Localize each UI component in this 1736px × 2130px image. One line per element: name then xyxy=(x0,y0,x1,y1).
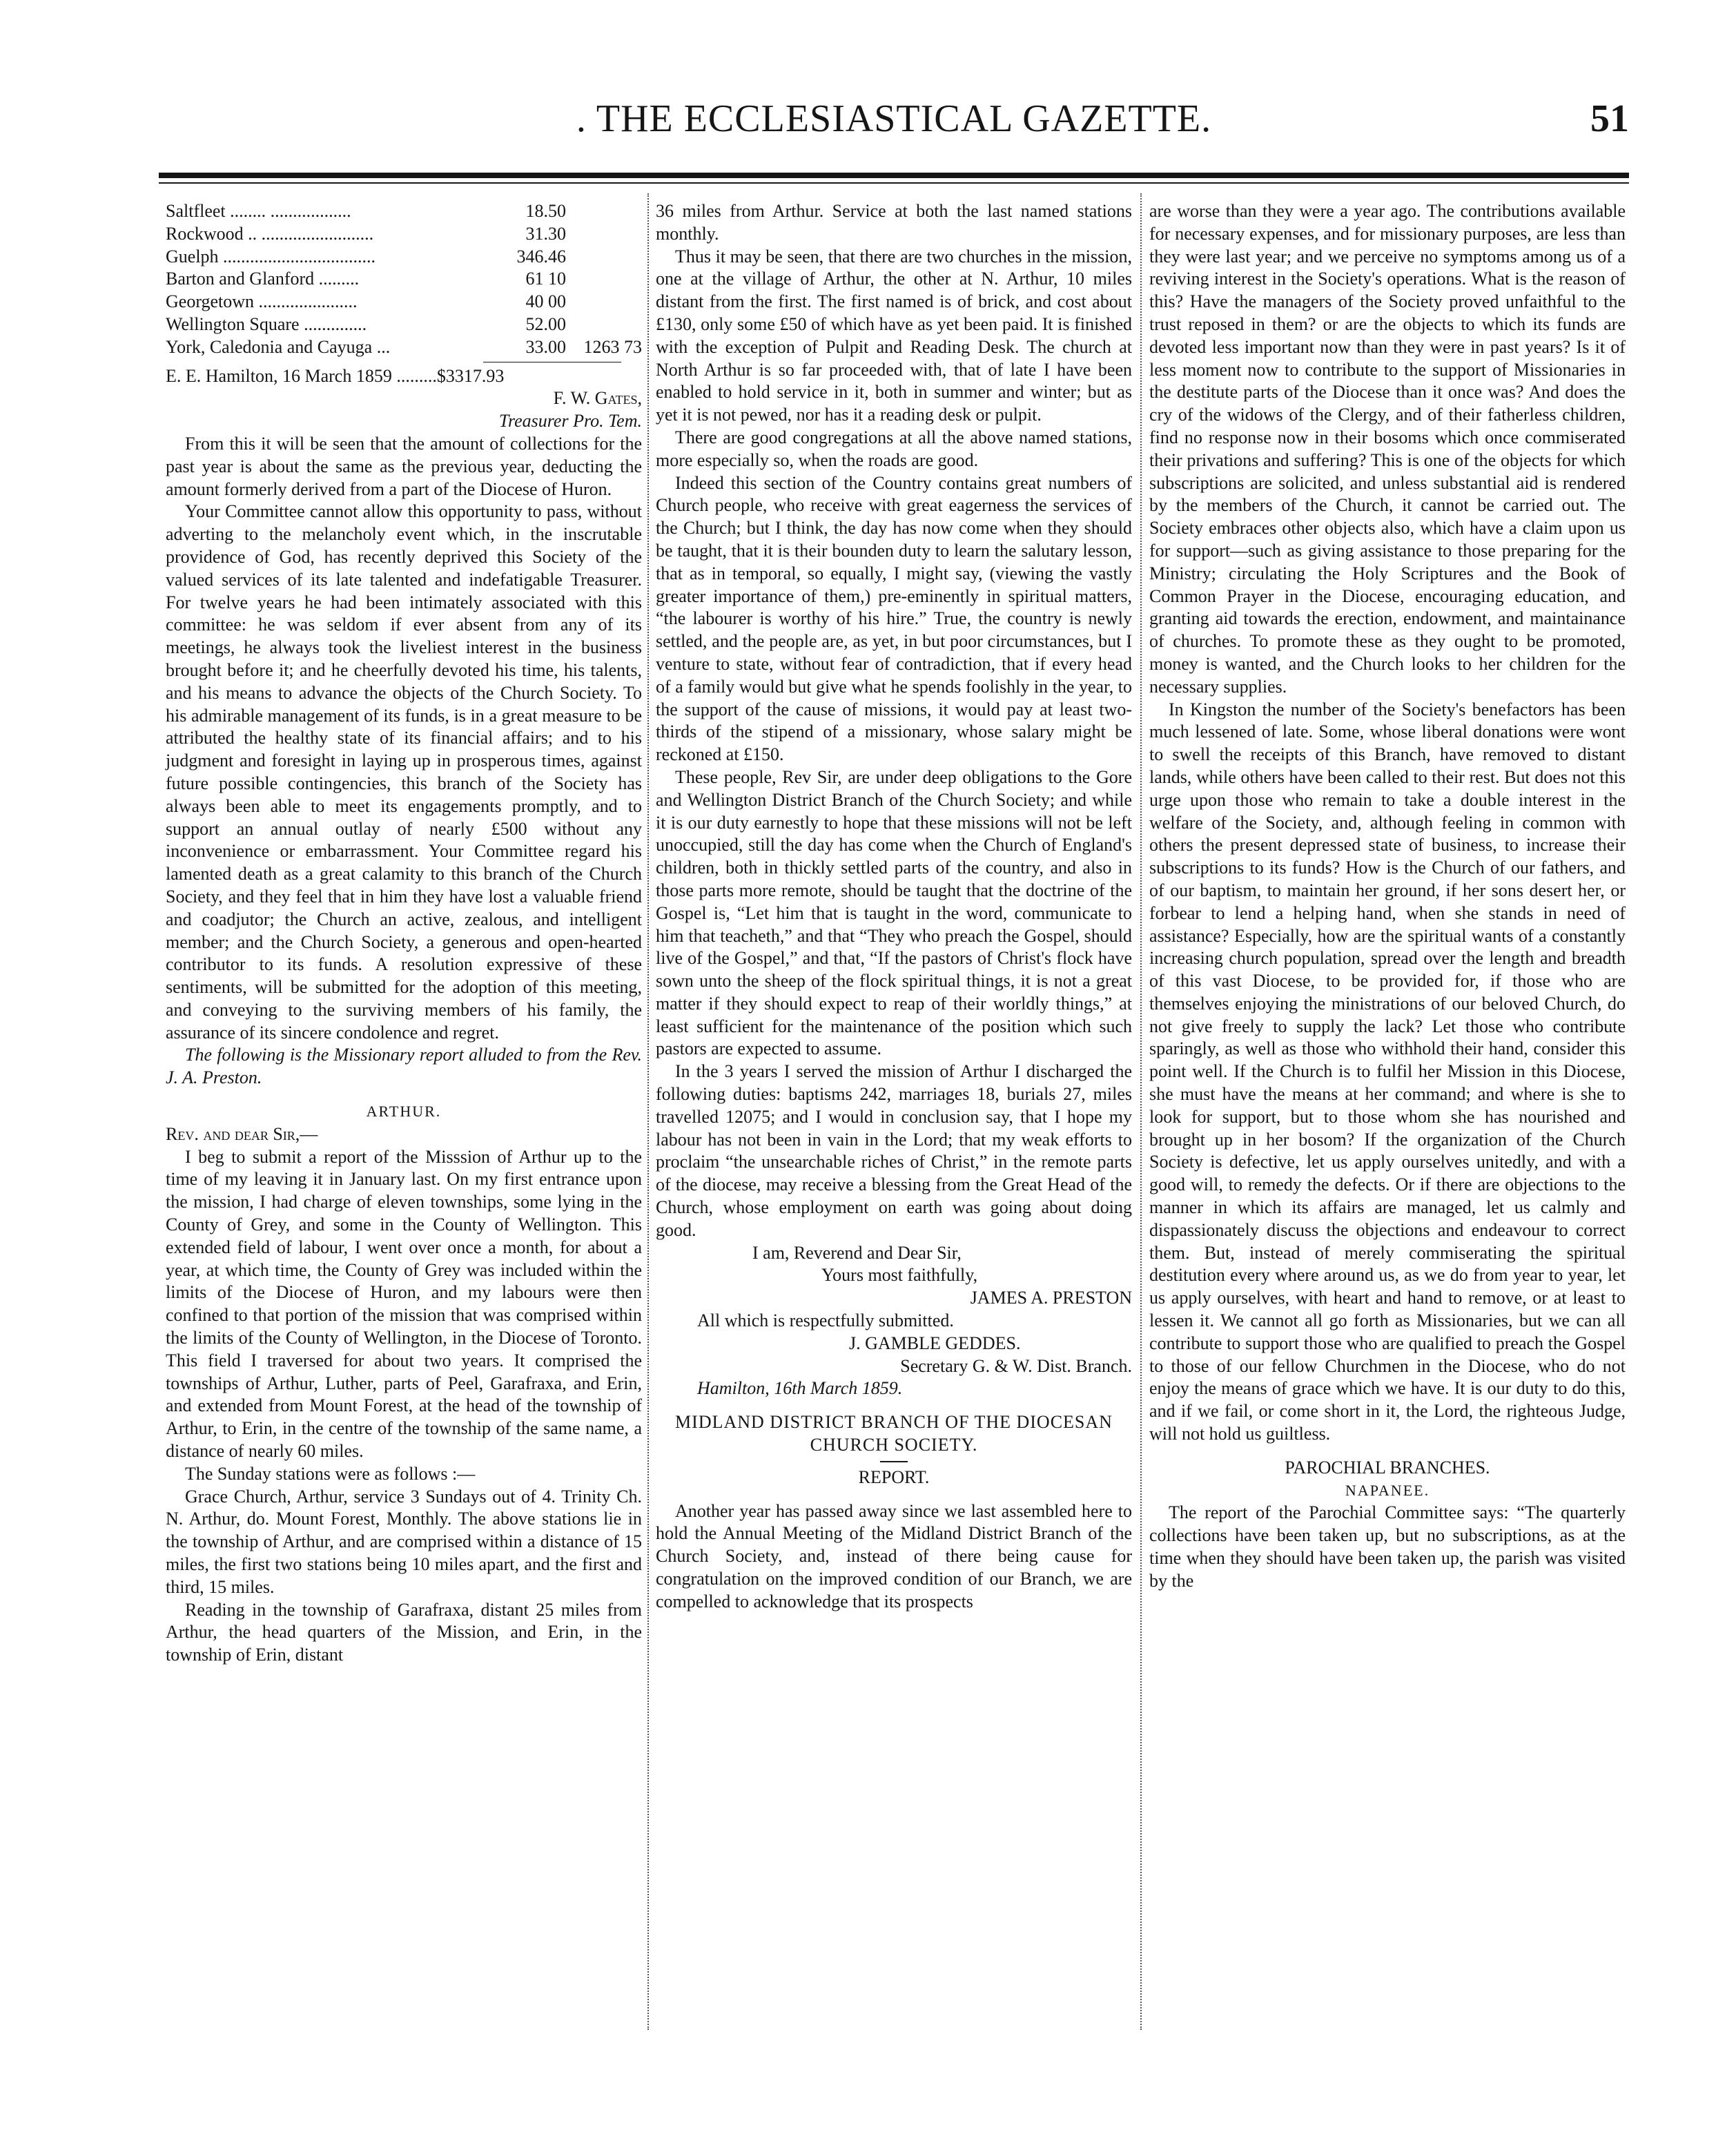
paragraph: Thus it may be seen, that there are two churches in the mission, one at the village of Arthur, the other at N. Arthur, 10 miles distant from the first. The first named is of brick, and cost about £130, only some £50 of which have as yet been paid. It is finished with the exception of Pulpit and Reading Desk. The church at North Arthur is so far proceeded with, that of late I have been enabled to hold service in it, both in summer and winter; but as yet it is not pewed, nor has it a reading desk or pulpit. xyxy=(656,246,1132,425)
page-header xyxy=(159,97,1629,159)
closing-line: I am, Reverend and Dear Sir, xyxy=(752,1242,962,1263)
section-heading: PAROCHIAL BRANCHES. xyxy=(1285,1457,1490,1478)
section-heading: ARTHUR. xyxy=(366,1103,442,1121)
divider xyxy=(880,1461,908,1462)
section-heading: REPORT. xyxy=(858,1466,930,1487)
paragraph: From this it will be seen that the amount of collections for the past year is about the same as the previous year, deducting the amount formerly derived from a part of the Diocese of Huron. xyxy=(166,433,642,499)
column-left xyxy=(166,200,642,1667)
paragraph: are worse than they were a year ago. The contributions available for necessary expenses, and for missionary purposes, are less than they were last year; and we perceive no symptoms among us of a reviving interest in the Society's operations. What is the reason of this? Have the managers of the Society proved unfaithful to the trust reposed in them? or are the objects to which its funds are devoted less important now than they were in past years? Is it of less moment now to contribute to the support of Missionaries in the destitute parts of the Diocese than it once was? And does the cry of the widows of the Clergy, and of their fatherless children, find no response now in their bosoms which once commiserated their privations and suffering? This is one of the objects for which subscriptions are solicited, and unless substantial aid is rendered by the members of the Church, it cannot be carried out. The Society embraces other objects also, which have a claim upon us for support—such as giving assistance to those preparing for the Ministry; circulating the Holy Scriptures and the Book of Common Prayer in the Diocese, encouraging education, and granting aid towards the erection, endowment, and maintainance of churches. To promote these as they ought to be promoted, money is wanted, and the Church looks to her children for the necessary supplies. xyxy=(1149,201,1626,697)
account-row: Wellington Square .............. 52.00 xyxy=(166,313,566,334)
paragraph: In Kingston the number of the Society's benefactors has been much lessened of late. Some, whose liberal donations were wont to swell the receipts of this Branch, have removed to distant lands, while others have been called to their rest. But does not this urge upon those who remain to take a double interest in the welfare of the Society, and, although feeling in common with others the present depressed state of business, to increase their subscriptions to its funds? How is the Church of our fathers, and of our baptism, to maintain her ground, if her sons desert her, or forbear to lend a helping hand, when she stands in need of assistance? Especially, how are the spiritual wants of a constantly increasing church population, spread over the length and breadth of this vast Diocese, to be provided for, if those who are themselves enjoying the ministrations of our beloved Church, do not give freely to supply the lack? Let those who contribute sparingly, as well as those who withhold their hand, consider this point well. If the Church is to fulfil her Mission in this Diocese, she must have the means at her command; and where is she to look for support, but to those whom she has nourished and brought up in her bosom? If the organization of the Church Society is defective, let us apply ourselves unitedly, and with a good will, to remedy the defects. Or if there are objections to the manner in which its affairs are managed, let us calmly and dispassionately discuss the objections and endeavour to correct them. But, instead of merely commiserating the spiritual destitution every where around us, as we do from year to year, let us apply ourselves, with heart and hand to remove, or at least to lessen it. We cannot all go forth as Missionaries, but we can all contribute to support those who are qualified to preach the Gospel to those of our fellow Churchmen in the Diocese, who do not enjoy the means of grace which we have. It is our duty to do this, and if we fail, or come short in it, the Lord, the righteous Judge, will not hold us guiltless. xyxy=(1149,699,1626,1444)
section-heading: MIDLAND DISTRICT BRANCH OF THE DIOCESAN CHURCH SOCIETY. xyxy=(675,1412,1113,1455)
column-middle xyxy=(656,200,1132,1614)
signature-preston: JAMES A. PRESTON xyxy=(970,1288,1132,1308)
account-row: York, Caledonia and Cayuga ... 33.00 1263 73 xyxy=(166,336,642,357)
paragraph: Another year has passed away since we last assembled here to hold the Annual Meeting of the Midland District Branch of the Church Society, and, instead of there being cause for congratulation on the improved condition of our Branch, we are compelled to acknowledge that its prospects xyxy=(656,1500,1132,1611)
paragraph: Your Committee cannot allow this opportunity to pass, without adverting to the melancholy event which, in the inscrutable providence of God, has recently deprived this Society of the valued services of its late talented and indefatigable Treasurer. For twelve years he had been intimately associated with this committee: he was seldom if ever absent from any of its meetings, he always took the liveliest interest in the business brought before it; and he cheerfully devoted his time, his talents, and his means to advance the objects of the Church Society. To his admirable management of its funds, is in a great measure to be attributed the healthy state of its financial affairs; and to his judgment and foresight in laying up in prosperous times, against future possible contingencies, this branch of the Society has always been able to meet its engagements promptly, and to support an annual outlay of nearly £500 without any inconvenience or embarrassment. Your Committee regard his lamented death as a great calamity to this branch of the Church Society, and they feel that in him they have lost a valuable friend and coadjutor; the Church an active, zealous, and intelligent member; and the Church Society, a generous and open-hearted contributor to its funds. A resolution expressive of these sentiments, will be submitted for the adoption of this meeting, and conveying to the surviving members of his family, the assurance of its sincere condolence and regret. xyxy=(166,501,642,1043)
column-right xyxy=(1149,200,1626,1593)
sub-heading: NAPANEE. xyxy=(1345,1481,1430,1499)
secretary-title: Secretary G. & W. Dist. Branch. xyxy=(900,1355,1132,1376)
paragraph: The Sunday stations were as follows :— xyxy=(185,1463,476,1484)
column-divider xyxy=(647,193,649,2030)
closing-line: All which is respectfully submitted. xyxy=(697,1310,954,1331)
header-rule-thick xyxy=(159,173,1629,178)
page-number: 51 xyxy=(1590,97,1629,140)
paragraph: Reading in the township of Garafraxa, distant 25 miles from Arthur, the head quarters of the Mission, and Erin, in the township of Erin, distant xyxy=(166,1599,642,1665)
grand-total-line: E. E. Hamilton, 16 March 1859 .........$3317.93 xyxy=(166,365,505,386)
treasurer-name: F. W. Gates, xyxy=(553,388,642,409)
paragraph: I beg to submit a report of the Misssion of Arthur up to the time of my leaving it in January last. On my first entrance upon the mission, I had charge of eleven townships, some lying in the County of Grey, and some in the County of Wellington. This extended field of labour, I went over once a month, for about a year, at which time, the County of Grey was included within the limits of the Diocese of Huron, and my labours were then confined to that portion of the mission that was comprised within the limits of the County of Wellington, in the Diocese of Toronto. This field I traversed for about two years. It comprised the townships of Arthur, Luther, parts of Peel, Garafraxa, and Erin, and extended from Mount Forest, at the head of the township of Arthur, to Erin, in the centre of the township of the same name, a distance of nearly 60 miles. xyxy=(166,1146,642,1462)
column-divider xyxy=(1140,193,1142,2030)
paragraph: The following is the Missionary report alluded to from the Rev. J. A. Preston. xyxy=(166,1045,642,1088)
account-row: Barton and Glanford ......... 61 10 xyxy=(166,269,566,289)
account-row: Guelph .................................. 346.46 xyxy=(166,246,566,267)
page-title: . THE ECCLESIASTICAL GAZETTE. xyxy=(576,97,1212,140)
paragraph: There are good congregations at all the above named stations, more especially so, when the roads are good. xyxy=(656,427,1132,470)
paragraph: The report of the Parochial Committee says: “The quarterly collections have been taken up, but no subscriptions, as at the time when they should have been taken up, the parish was visited by the xyxy=(1149,1502,1626,1591)
header-rule-thin xyxy=(159,182,1629,184)
treasurer-title: Treasurer Pro. Tem. xyxy=(498,411,642,432)
paragraph: Grace Church, Arthur, service 3 Sundays out of 4. Trinity Ch. N. Arthur, do. Mount Forest, Monthly. The above stations lie in the township of Arthur, and are comprised within a distance of 15 miles, the first two stations being 10 miles apart, and the first and third, 15 miles. xyxy=(166,1486,642,1597)
account-row: Rockwood .. ......................... 31.30 xyxy=(166,223,566,244)
paragraph: Indeed this section of the Country contains great numbers of Church people, who receive with great eagerness the services of the Church; but I think, the day has now come when they should be taught, that it is their bounden duty to learn the salutary lesson, that as in temporal, so equally, I might say, (viewing the vastly greater importance of them,) pre-eminently in spiritual matters, “the labourer is worthy of his hire.” True, the country is newly settled, and the people are, as yet, in but poor circumstances, but I venture to state, without fear of contradiction, that if every head of a family would but give what he spends foolishly in the year, to the support of the cause of missions, it would pay at least two-thirds of the stipend of a missionary, whose salary might be reckoned at £150. xyxy=(656,472,1132,765)
account-row: Saltfleet ........ .................. 18.50 xyxy=(166,201,566,221)
account-row: Georgetown ...................... 40 00 xyxy=(166,291,566,312)
salutation: Rev. and dear Sir,— xyxy=(166,1123,318,1144)
paragraph: These people, Rev Sir, are under deep obligations to the Gore and Wellington District Branch of the Church Society; and while it is our duty earnestly to hope that these missions will not be left unoccupied, still the day has come when the Church of England's children, both in thickly settled parts of the country, and also in those parts more remote, should be taught that the doctrine of the Gospel is, “Let him that is taught in the word, communicate to him that teacheth,” and that “They who preach the Gospel, should live of the Gospel,” and that, “If the pastors of Christ's flock have sown unto the sheep of the flock spiritual things, it is not a great matter if they should expect to reap of their worldly things,” at least sufficient for the maintenance of the position which such pastors are expected to assume. xyxy=(656,766,1132,1059)
date-line: Hamilton, 16th March 1859. xyxy=(697,1378,903,1399)
paragraph: 36 miles from Arthur. Service at both the last named stations monthly. xyxy=(656,201,1132,244)
signature-geddes: J. GAMBLE GEDDES. xyxy=(849,1333,1021,1353)
closing-line: Yours most faithfully, xyxy=(821,1265,978,1286)
paragraph: In the 3 years I served the mission of Arthur I discharged the following duties: baptisms 242, marriages 18, burials 27, miles travelled 12075; and I would in conclusion say, that I hope my labour has not been in vain in the Lord; that my weak efforts to proclaim “the unsearchable riches of Christ,” in the remote parts of the diocese, may receive a blessing from the Great Head of the Church, whose employment on earth was going about doing good. xyxy=(656,1061,1132,1240)
